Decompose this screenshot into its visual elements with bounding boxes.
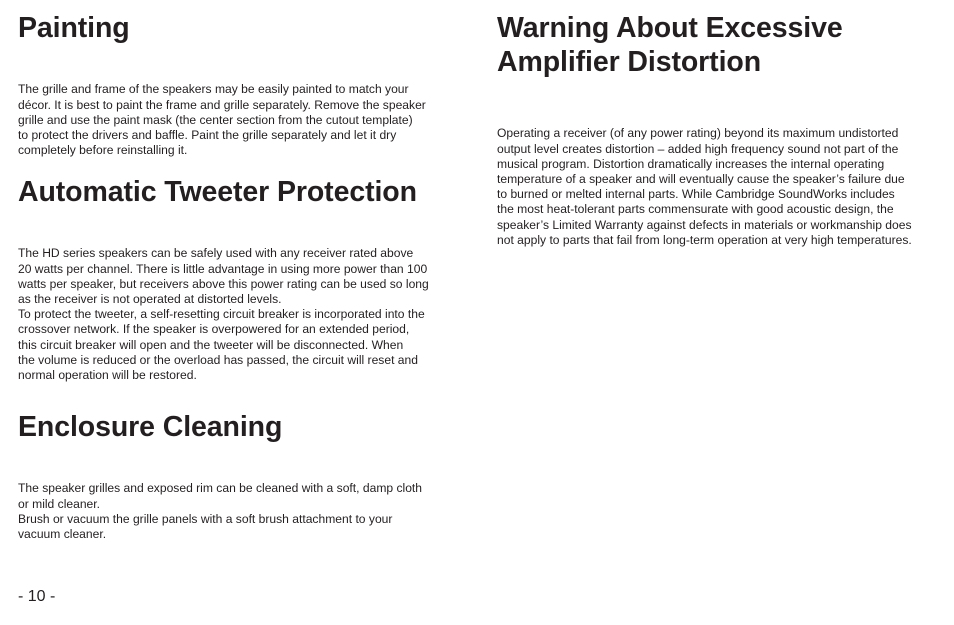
tweeter-line: crossover network. If the speaker is overpowered for an extended period,: [18, 322, 410, 337]
tweeter-line: the volume is reduced or the overload has passed, the circuit will reset and: [18, 352, 418, 367]
painting-section: [18, 11, 454, 189]
warning-line: to burned or melted internal parts. While Cambridge SoundWorks includes: [497, 187, 895, 202]
warning-line: the most heat-tolerant parts commensurate with good acoustic design, the: [497, 202, 894, 217]
cleaning-line: The speaker grilles and exposed rim can be cleaned with a soft, damp cloth: [18, 481, 423, 496]
painting-line: to protect the drivers and baffle. Paint the grille separately and let it dry: [18, 128, 397, 143]
tweeter-line: The HD series speakers can be safely used with any receiver rated above: [18, 246, 414, 261]
warning-line: speaker’s Limited Warranty against defects in materials or workmanship does: [497, 217, 912, 232]
distortion-warning-section: [497, 11, 937, 278]
painting-paragraph: [18, 52, 454, 189]
heading-line: Amplifier Distortion: [497, 46, 762, 78]
cleaning-line: or mild cleaner.: [18, 496, 101, 511]
enclosure-cleaning-heading: Enclosure Cleaning: [18, 411, 283, 443]
tweeter-line: To protect the tweeter, a self-resetting circuit breaker is incorporated into the: [18, 307, 425, 322]
warning-line: Operating a receiver (of any power rating) beyond its maximum undistorted: [497, 126, 899, 141]
warning-line: not apply to parts that fail from long-term operation at very high temperatures.: [497, 232, 912, 247]
warning-line: temperature of a speaker and will eventually cause the speaker’s failure due: [497, 172, 905, 187]
tweeter-protection-heading: Automatic Tweeter Protection: [18, 176, 417, 208]
tweeter-line: 20 watts per channel. There is little advantage in using more power than 100: [18, 261, 428, 276]
cleaning-line: vacuum cleaner.: [18, 527, 107, 542]
page-number: - 10 -: [18, 588, 56, 605]
tweeter-line: this circuit breaker will open and the tweeter will be disconnected. When: [18, 337, 404, 352]
enclosure-cleaning-paragraph: [18, 451, 454, 573]
warning-line: output level creates distortion – added high frequency sound not part of the: [497, 141, 899, 156]
enclosure-cleaning-section: [18, 410, 454, 573]
painting-line: décor. It is best to paint the frame and grille separately. Remove the speaker: [18, 97, 426, 112]
painting-line: grille and use the paint mask (the center section from the cutout template): [18, 112, 413, 127]
tweeter-protection-paragraph: [18, 216, 454, 414]
tweeter-protection-section: [18, 175, 454, 414]
heading-line: Warning About Excessive: [497, 12, 843, 44]
painting-heading: Painting: [18, 12, 130, 44]
distortion-warning-heading: [497, 11, 937, 79]
tweeter-line: watts per speaker, but receivers above this power rating can be used so long: [18, 276, 429, 291]
painting-line: completely before reinstalling it.: [18, 143, 188, 158]
tweeter-line: as the receiver is not operated at distorted levels.: [18, 292, 282, 307]
warning-line: musical program. Distortion dramatically increases the internal operating: [497, 156, 885, 171]
cleaning-line: Brush or vacuum the grille panels with a soft brush attachment to your: [18, 511, 393, 526]
distortion-warning-paragraph: [497, 96, 937, 278]
tweeter-line: normal operation will be restored.: [18, 368, 197, 383]
painting-line: The grille and frame of the speakers may be easily painted to match your: [18, 82, 409, 97]
